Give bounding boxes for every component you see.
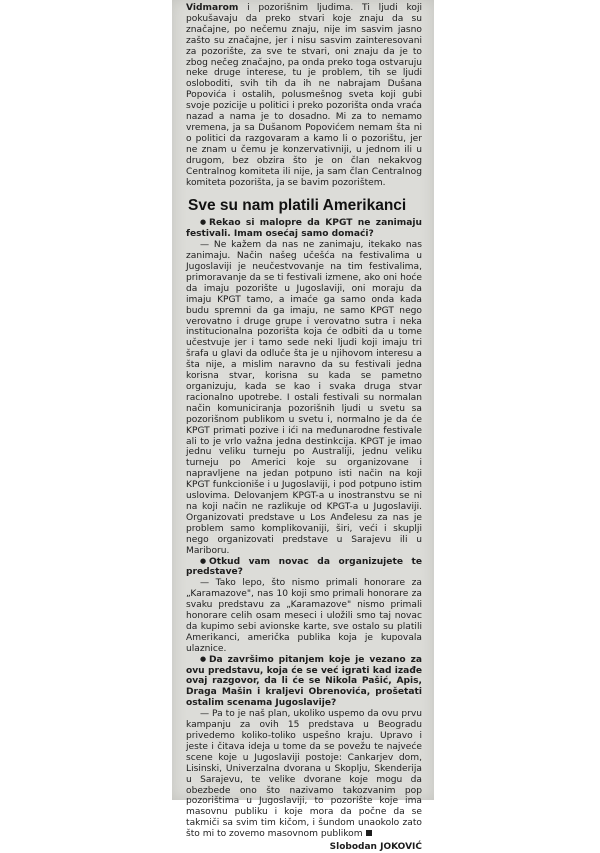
author-first-name: Slobodan bbox=[329, 842, 377, 853]
question-1 bbox=[186, 218, 422, 240]
question-1-text: Rekao si malopre da KPGT ne zanimaju festivali. Imam osećaj samo domaći? bbox=[186, 218, 422, 240]
bullet-icon bbox=[200, 218, 209, 229]
answer-2: — Tako lepo, što nismo primali honorare za „Karamazove", nas 10 koji smo primali honorare za svaku predstavu za „Karamazove" nismo primali honorare celih osam meseci i uložili smo taj novac da kupimo sebi avionske karte, sve ostalo su platili Amerikanci, američka publika koja je kupovala ulaznice. bbox=[186, 578, 422, 654]
intro-paragraph bbox=[186, 3, 422, 188]
answer-1: — Ne kažem da nas ne zanimaju, itekako nas zanimaju. Način našeg učešća na festivalima u Jugoslaviji je neučestvovanje na tim festivalima, primoravanje da se ti festivali izmene, ako oni hoće da imaju pozorište u Jugoslaviji, oni moraju da imaju KPGT tamo, a imaće ga samo onda kada budu spremni da ga imaju, ne samo KPGT nego verovatno i druge grupe i verovatno sutra i neka institucionalna pozorišta koja će odbiti da u tome učestvuje jer i tamo sede neki ljudi koji imaju tri šrafa u glavi da odluče šta je u njihovom interesu a šta nije, a mislim naravno da su festivali jedna korisna stvar, korisna su kada se pametno organizuju, kada se kao i svaka druga stvar racionalno upotrebe. I ostali festivali su normalan način komuniciranja pozorišnih ljudi u svetu sa pozorišnom publikom u svetu i, normalno je da će KPGT primati pozive i ići na međunarodne festivale ali to je vrlo važna jedna destinkcija. KPGT je imao jednu veliku turneju po Australiji, jednu veliku turneju po Americi koje su organizovane i napravljene na jedan potpuno isti način na koji KPGT funkcioniše i u Jugoslaviji, i pod potpuno istim uslovima. Delovanjem KPGT-a u inostranstvu se ni na koji način ne razlikuje od KPGT-a u Jugoslaviji. Organizovati predstave u Los Anđelesu za nas je problem samo komplikovaniji, širi, veći i skuplji nego organizovati predstave u Sarajevu ili u Mariboru. bbox=[186, 240, 422, 556]
answer-3-text: — Pa to je naš plan, ukoliko uspemo da ovu prvu kampanju za ovih 15 predstava u Beogradu privedemo koliko-toliko uspešno kraju. Upravo i jeste i čitava ideja u tome da se povežu te najveće scene koje u Jugoslaviji postoje: Cankarjev dom, Lisinski, Univerzalna dvorana u Skoplju, Skenderija u Sarajevu, te velike dvorane koje mogu da obezbede ono što nazivamo takozvanim pop pozorištima u Jugoslaviji, to pozorište koje ima masovnu publiku i koje mora da počne da se takmiči sa svim tim kičom, i šundom unaokolo zato što mi to zovemo masovnom publikom bbox=[186, 709, 422, 840]
question-2 bbox=[186, 557, 422, 579]
author-signature bbox=[186, 842, 422, 853]
answer-3 bbox=[186, 709, 422, 840]
article-column bbox=[186, 3, 422, 853]
intro-bold-name: Vidmarom bbox=[186, 3, 239, 13]
question-3-text: Da završimo pitanjem koje je vezano za ovu predstavu, koja će se već igrati kad izađe ovaj razgovor, da li će se Nikola Pašić, Apis, Draga Mašin i kraljevi Obrenovića, prošetati ostalim scenama Jugoslavije? bbox=[186, 654, 422, 709]
bullet-icon bbox=[200, 655, 209, 666]
newspaper-clipping bbox=[172, 0, 434, 853]
end-mark-icon bbox=[366, 830, 372, 836]
question-3 bbox=[186, 655, 422, 710]
bullet-icon bbox=[200, 557, 209, 568]
author-last-name: JOKOVIĆ bbox=[380, 842, 422, 853]
section-heading: Sve su nam platili Amerikanci bbox=[188, 197, 407, 215]
intro-text: i pozorišnim ljudima. Ti ljudi koji pokušavaju da preko stvari koje znaju da su značajne, po nečemu znaju, nije im sasvim jasno zašto su značajne, jer i nisu sasvim zainteresovani za pozorište, za sve te stvari, oni znaju da je to zbog nečeg značajno, pa onda preko toga ostvaruju neke druge interese, tu je problem, tih se ljudi osloboditi, svih tih da ih ne nabrajam Dušana Popovića i ostalih, polusmešnog sveta koji gubi svoje pozicije u politici i preko pozorišta onda vraća nazad a nama je to dosadno. Mi za to nemamo vremena, ja sa Dušanom Popovićem nemam šta ni o politici da razgovaram a kamo li o pozorištu, jer ne znam u čemu je konzervativniji, u jednom ili u drugom, bez obzira što je on član nekakvog Centralnog komiteta ili nije, ja sam član Centralnog komiteta pozorišta, ja se bavim pozorištem. bbox=[186, 3, 422, 188]
question-2-text: Otkud vam novac da organizujete te predstave? bbox=[186, 556, 422, 578]
